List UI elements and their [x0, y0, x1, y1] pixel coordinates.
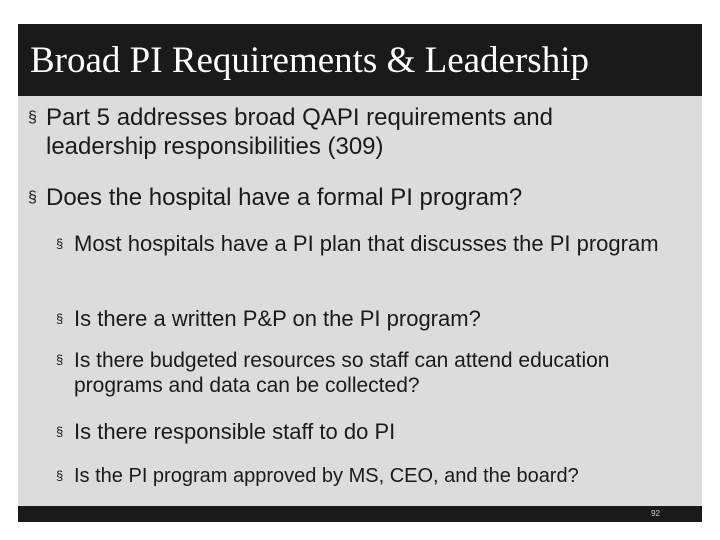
sub-bullet-item: [56, 306, 696, 332]
bullet-item: [28, 184, 668, 213]
bullet-text: Most hospitals have a PI plan that discusses the PI program: [74, 231, 659, 256]
bullet-marker-icon: §: [56, 311, 64, 326]
bullet-marker-icon: §: [56, 468, 64, 483]
bullet-text: Is there a written P&P on the PI program?: [74, 306, 481, 331]
slide-title: Broad PI Requirements & Leadership: [30, 39, 589, 81]
sub-bullet-item: [56, 419, 696, 445]
bullet-marker-icon: §: [56, 352, 64, 367]
bullet-marker-icon: §: [28, 189, 37, 206]
bullet-item: [28, 104, 668, 162]
sub-bullet-item: [56, 348, 692, 398]
sub-bullet-item: [56, 464, 696, 488]
bullet-text: Does the hospital have a formal PI program?: [46, 184, 523, 211]
page-number: 92: [651, 509, 660, 518]
bullet-text: Is the PI program approved by MS, CEO, and the board?: [74, 465, 579, 487]
bullet-text: Is there responsible staff to do PI: [74, 419, 396, 444]
sub-bullet-item: [56, 231, 678, 257]
bullet-marker-icon: §: [56, 424, 64, 439]
bullet-marker-icon: §: [28, 109, 37, 126]
bullet-text: Is there budgeted resources so staff can attend education programs and data can be collected?: [74, 349, 610, 398]
bullet-marker-icon: §: [56, 236, 64, 251]
slide: [18, 24, 702, 522]
title-bar: [18, 24, 702, 96]
bullet-text: Part 5 addresses broad QAPI requirements and leadership responsibilities (309): [46, 104, 553, 160]
footer-bar: [18, 506, 702, 522]
